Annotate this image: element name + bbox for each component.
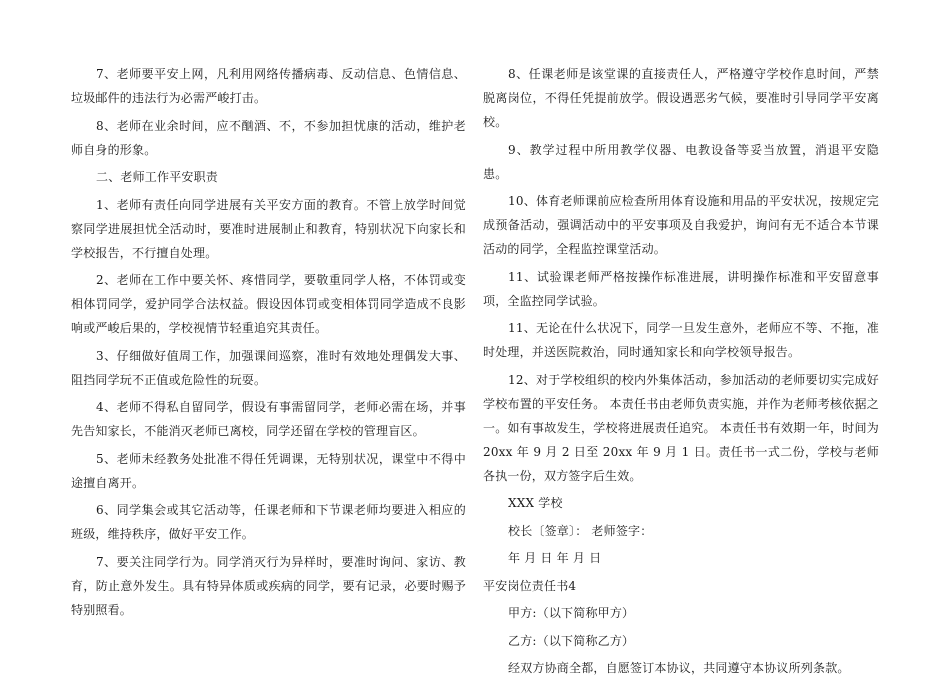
paragraph: 8、老师在业余时间，应不酗酒、不，不参加担忧康的活动，维护老师自身的形象。 [71,118,466,157]
paragraph: 7、老师要平安上网，凡利用网络传播病毒、反动信息、色情信息、垃圾邮件的违法行为必需严峻打击。 [71,67,466,105]
document-title: 平安岗位责任书4 [483,578,577,593]
paragraph: 10、体育老师课前应检查所用体育设施和用品的平安状况，按规定完成预备活动，强调活动中的平安事项及自我爱护，询问有无不适合本节课活动的同学，全程监控课堂活动。 [483,194,879,256]
party-a-line: 甲方:（以下简称甲方） [508,606,635,620]
paragraph: 6、同学集会或其它活动等，任课老师和下节课老师均要进入相应的班级，维持秩序，做好平安工作。 [71,503,466,541]
paragraph: 5、老师未经教务处批准不得任凭调课，无特别状况，课堂中不得中途擅自离开。 [71,451,466,490]
paragraph: 9、教学过程中所用教学仪器、电教设备等妥当放置，消退平安隐患。 [483,142,879,181]
school-name: XXX 学校 [508,496,563,510]
party-b-line: 乙方:（以下简称乙方） [508,633,635,648]
paragraph: 7、要关注同学行为。同学消灭行为异样时，要准时询问、家访、教育，防止意外发生。具有特异体质或疾病的同学，要有记录，必要时赐予特别照看。 [71,554,466,617]
paragraph: 11、无论在什么状况下，同学一旦发生意外，老师应不等、不拖，准时处理，并送医院救治，同时通知家长和向学校领导报告。 [483,321,879,359]
paragraph: 8、任课老师是该堂课的直接责任人，严格遵守学校作息时间，严禁脱离岗位，不得任凭提前放学。假设遇恶劣气候，要准时引导同学平安离校。 [483,67,879,129]
paragraph: 12、对于学校组织的校内外集体活动，参加活动的老师要切实完成好学校布置的平安任务。 本责任书由老师负责实施，并作为老师考核依据之一。如有事故发生，学校将进展责任追究。 本责任书有效期一年，时间为 20xx 年 9 月 2 日至 20xx 年 9 月 1 日。责任书一式二份，学校与老师各执一份，双方签字后生效。 [483,372,879,483]
right-column [483,62,879,684]
paragraph: 4、老师不得私自留同学，假设有事需留同学，老师必需在场，并事先告知家长，不能消灭老师已离校，同学还留在学校的管理盲区。 [71,400,466,438]
paragraph: 2、老师在工作中要关怀、疼惜同学，要敬重同学人格，不体罚或变相体罚同学，爱护同学合法权益。假设因体罚或变相体罚同学造成不良影响或严峻后果的，学校视情节轻重追究其责任。 [71,273,466,335]
date-line: 年 月 日 年 月 日 [508,551,602,565]
paragraph: 1、老师有责任向同学进展有关平安方面的教育。不管上放学时间觉察同学进展担忧全活动时，要准时进展制止和教育，特别状况下向家长和学校报告，不行擅自处理。 [71,197,466,260]
signature-line: 校长〔签章〕： 老师签字： [508,523,653,538]
left-column [71,62,466,625]
paragraph: 经双方协商全都，自愿签订本协议，共同遵守本协议所列条款。 [508,661,850,675]
paragraph: 3、仔细做好值周工作，加强课间巡察，准时有效地处理偶发大事、阻挡同学玩不正值或危险性的玩耍。 [71,348,466,387]
section-heading: 二、老师工作平安职责 [96,170,219,184]
paragraph: 11、试验课老师严格按操作标准进展，讲明操作标准和平安留意事项，全监控同学试验。 [483,269,879,308]
